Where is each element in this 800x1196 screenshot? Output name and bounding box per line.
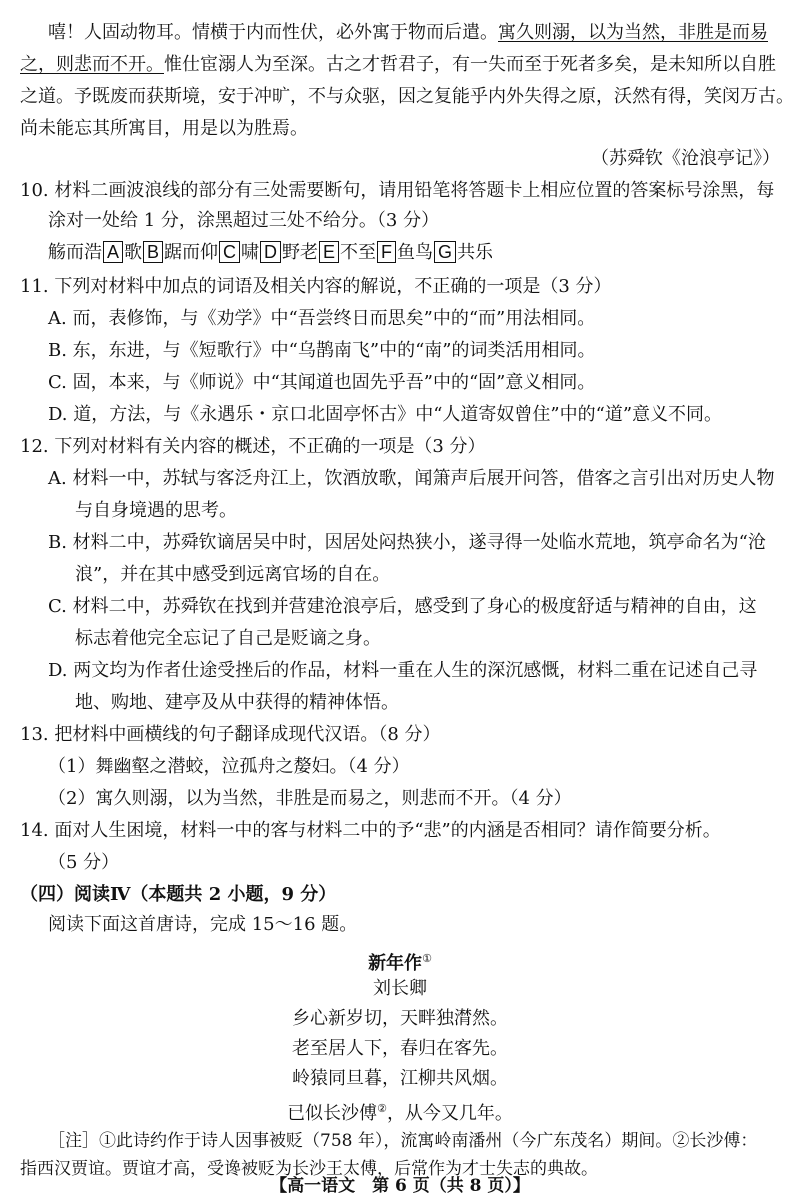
q12-option-c-line-1: C. 材料二中，苏舜钦在找到并营建沧浪亭后，感受到了身心的极度舒适与精神的自由，这 [48,596,757,617]
passage-line-2 [0,52,800,78]
q11-stem: 11. 下列对材料中加点的词语及相关内容的解说，不正确的一项是（3 分） [20,276,612,297]
page-footer: 【高一语文 第 6 页（共 8 页）】 [270,1176,530,1196]
q10-option-a[interactable]: A [103,241,123,263]
poem-line-1: 乡心新岁切，天畔独潸然。 [292,1008,508,1029]
poem-title-text: 新年作 [368,953,423,974]
q13-stem: 13. 把材料中画横线的句子翻译成现代汉语。（8 分） [20,724,441,745]
q10-stem-line-1: 10. 材料二画波浪线的部分有三处需要断句，请用铅笔将答题卡上相应位置的答案标号涂黑，每 [20,180,775,201]
q10-option-c[interactable]: C [219,241,240,263]
underlined-sentence: 寓久则溺，以为当然，非胜是而易 [498,22,768,43]
q14-stem-line-1: 14. 面对人生困境，材料一中的客与材料二中的予“悲”的内涵是否相同？请作简要分析。 [20,820,721,841]
q11-option-a: A. 而，表修饰，与《劝学》中“吾尝终日而思矣”中的“而”用法相同。 [48,308,596,329]
section-iv-intro: 阅读下面这首唐诗，完成 15～16 题。 [48,914,358,935]
q12-option-b-line-1: B. 材料二中，苏舜钦谪居吴中时，因居处闷热狭小，遂寻得一处临水荒地，筑亭命名为“沧 [48,532,766,553]
passage-text: 惟仕宦溺人为至深。古之才哲君子，有一失而至于死者多矣，是未知所以自胜 [164,54,776,75]
poem-note-line-2: 指西汉贾谊。贾谊才高，受谗被贬为长沙王太傅，后常作为才士失志的典故。 [20,1159,598,1179]
poem-line-2: 老至居人下，春归在客先。 [292,1038,508,1059]
q10-segment: 野老 [282,242,319,263]
poem-note-line-1: ［注］①此诗约作于诗人因事被贬（758 年），流寓岭南潘州（今广东茂名）期间。②长沙傅： [48,1131,758,1151]
q12-option-c-line-2: 标志着他完全忘记了自己是贬谪之身。 [75,628,381,649]
q12-option-d-line-2: 地、购地、建亭及从中获得的精神体悟。 [75,692,399,713]
q10-option-g[interactable]: G [434,241,456,263]
note-mark-2: ② [377,1102,387,1115]
q11-option-c: C. 固，本来，与《师说》中“其闻道也固先乎吾”中的“固”意义相同。 [48,372,596,393]
q11-option-d: D. 道，方法，与《永遇乐・京口北固亭怀古》中“人道寄奴曾住”中的“道”意义不同。 [48,404,723,425]
poem-line-3: 岭猿同旦暮，江柳共风烟。 [292,1068,508,1089]
q10-option-f[interactable]: F [377,241,396,263]
q11-option-b: B. 东，东进，与《短歌行》中“乌鹊南飞”中的“南”的词类活用相同。 [48,340,596,361]
note-mark-1: ① [422,952,432,965]
q10-segment: 共乐 [457,242,494,263]
passage-line-4: 尚未能忘其所寓目，用是以为胜焉。 [20,118,308,139]
poem-line-4-post: ，从今又几年。 [386,1103,513,1124]
q12-option-d-line-1: D. 两文均为作者仕途受挫后的作品，材料一重在人生的深沉感慨，材料二重在记述自己寻 [48,660,758,681]
poem-line-4 [0,1096,800,1127]
q12-option-a-line-2: 与自身境遇的思考。 [75,500,237,521]
q10-option-e[interactable]: E [319,241,339,263]
q10-stem-line-2: 涂对一处给 1 分，涂黑超过三处不给分。（3 分） [48,210,440,231]
q10-segment: 觞而浩 [48,242,102,263]
poem-author: 刘长卿 [373,978,427,999]
passage-text: 嘻！人固动物耳。情横于内而性伏，必外寓于物而后遣。 [48,22,498,43]
passage-source: （苏舜钦《沧浪亭记》） [591,148,780,169]
q10-answer-options [0,240,800,266]
q10-segment: 啸 [241,242,260,263]
underlined-sentence: 之，则悲而不开。 [20,54,164,75]
q10-segment: 鱼鸟 [397,242,434,263]
q12-stem: 12. 下列对材料有关内容的概述，不正确的一项是（3 分） [20,436,486,457]
q12-option-a-line-1: A. 材料一中，苏轼与客泛舟江上，饮酒放歌，闻箫声后展开问答，借客之言引出对历史人物 [48,468,775,489]
poem-title [0,946,800,977]
q10-segment: 踞而仰 [164,242,219,263]
q10-segment: 歌 [124,242,143,263]
q10-option-d[interactable]: D [260,241,281,263]
passage-line-1 [0,20,800,46]
q12-option-b-line-2: 浪”，并在其中感受到远离官场的自在。 [75,564,391,585]
q13-sentence-1: （1）舞幽壑之潜蛟，泣孤舟之嫠妇。（4 分） [48,756,410,777]
poem-line-4-pre: 已似长沙傅 [287,1103,378,1124]
q14-stem-line-2: （5 分） [48,852,120,873]
q10-option-b[interactable]: B [143,241,163,263]
q10-segment: 不至 [340,242,377,263]
q13-sentence-2: （2）寓久则溺，以为当然，非胜是而易之，则悲而不开。（4 分） [48,788,572,809]
passage-line-3: 之道。予既废而获斯境，安于冲旷，不与众驱，因之复能乎内外失得之原，沃然有得，笑闵万古。 [20,86,794,107]
section-iv-header: （四）阅读Ⅳ（本题共 2 小题，9 分） [20,884,337,905]
